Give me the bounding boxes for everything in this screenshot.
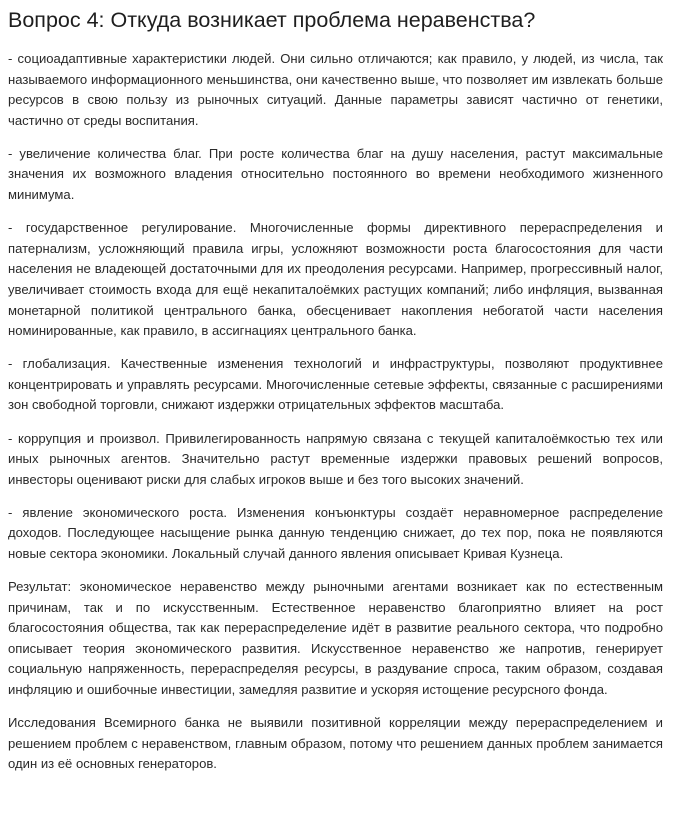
document-title: Вопрос 4: Откуда возникает проблема неравенства?: [8, 8, 536, 32]
paragraph-economic-growth: - явление экономического роста. Изменения конъюнктуры создаёт неравномерное распределение доходов. Последующее насыщение рынка данную тенденцию снижает, до тех пор, пока не появляются новые сектора экономики. Локальный случай данного явления описывает Кривая Кузнеца.: [8, 504, 663, 561]
paragraph-result: Результат: экономическое неравенство между рыночными агентами возникает как по естественным причинам, так и по искусственным. Естественное неравенство благоприятно влияет на рост благосостояния общества, так как перераспределение идёт в развитие реального сектора, что подробно описывает теория экономического развития. Искусственное неравенство же напротив, генерирует социальную напряженность, перераспределяя ресурсы, в раздувание спроса, таким образом, создавая инфляцию и ошибочные инвестиции, замедляя развитие и ускоряя истощение ресурсного фонда.: [8, 579, 663, 698]
paragraph-goods-growth: - увеличение количества благ. При росте количества благ на душу населения, растут максимальные значения их возможного владения относительно постоянного во времени необходимого жизненного минимума.: [8, 145, 663, 203]
document-page: [8, 6, 663, 787]
paragraph-world-bank: Исследования Всемирного банка не выявили позитивной корреляции между перераспределением и решением проблем с неравенством, главным образом, потому что решением данных проблем занимается один из её основных генераторов.: [8, 715, 663, 772]
paragraph-state-regulation: - государственное регулирование. Многочисленные формы директивного перераспределения и патернализм, усложняющий правила игры, усложняют возможности роста благосостояния для части населения не владеющей достаточными для их преодоления ресурсами. Например, прогрессивный налог, увеличивает стоимость входа для ещё некапиталоёмких растущих компаний; либо инфляция, вызванная монетарной политикой центрального банка, обесценивает накопления небогатой части населения номинированные, как правило, в ассигнациях центрального банка.: [8, 220, 663, 339]
paragraph-socioadaptive: - социоадаптивные характеристики людей. Они сильно отличаются; как правило, у людей, из числа, так называемого информационного меньшинства, они качественно выше, что позволяет им извлекать больше ресурсов в свою пользу из рыночных ситуаций. Данные параметры зависят частично от генетики, частично от среды воспитания.: [8, 51, 663, 128]
paragraph-globalization: - глобализация. Качественные изменения технологий и инфраструктуры, позволяют продуктивнее концентрировать и управлять ресурсами. Многочисленные сетевые эффекты, связанные с расширениями зон свободной торговли, снижают издержки отрицательных эффектов масштаба.: [8, 356, 663, 413]
paragraph-corruption: - коррупция и произвол. Привилегированность напрямую связана с текущей капиталоёмкостью тех или иных рыночных агентов. Значительно растут временные издержки правовых решений вопросов, инвесторы оценивают риски для слабых игроков выше и без того высоких значений.: [8, 430, 663, 487]
